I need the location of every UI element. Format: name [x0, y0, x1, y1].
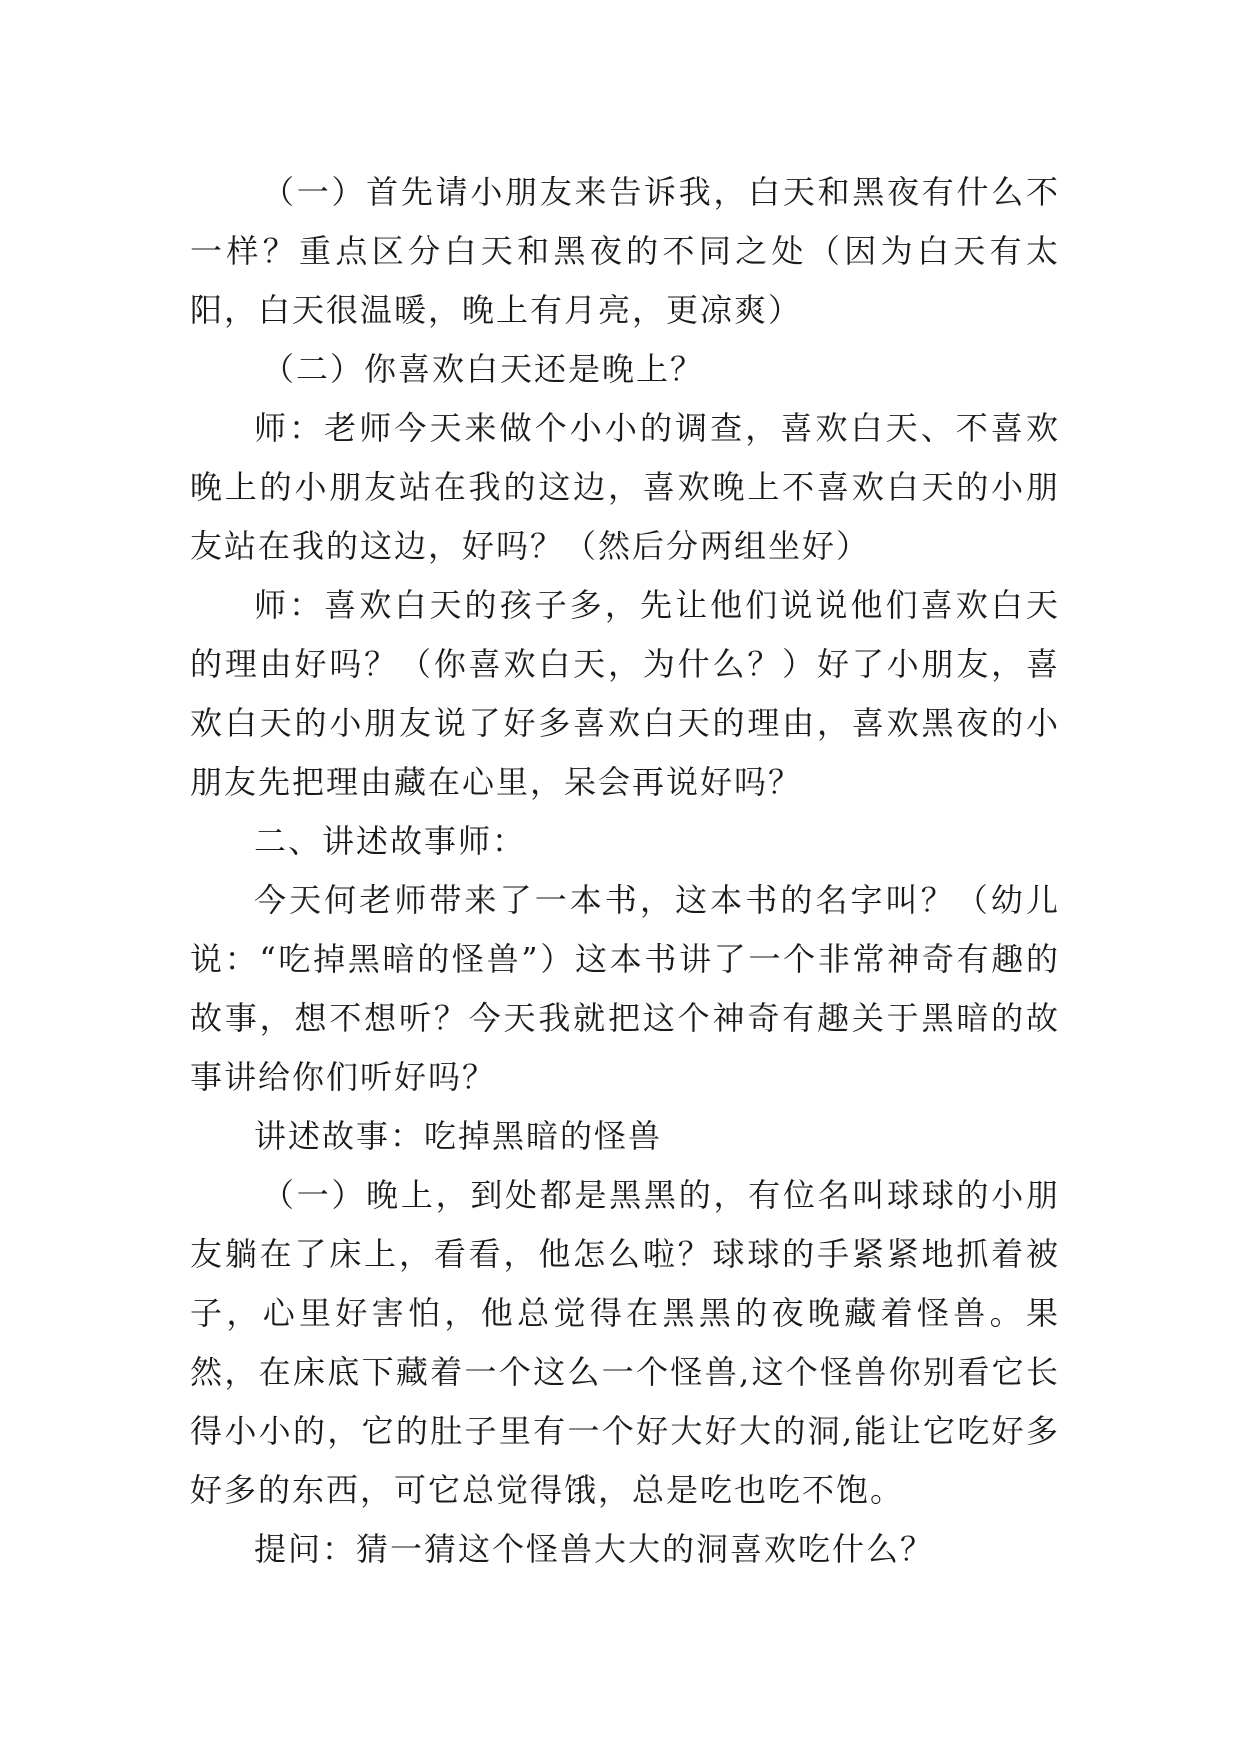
document-body — [190, 163, 1060, 1579]
question: 提问：猜一猜这个怪兽大大的洞喜欢吃什么？ — [254, 1530, 935, 1568]
paragraph-5: 今天何老师带来了一本书，这本书的名字叫？（幼儿说：“吃掉黑暗的怪兽”）这本书讲了一个非常神奇有趣的故事，想不想听？今天我就把这个神奇有趣关于黑暗的故事讲给你们听好吗？ — [190, 881, 1060, 1096]
paragraph-2: （二）你喜欢白天还是晚上？ — [262, 350, 705, 388]
paragraph-6: （一）晚上，到处都是黑黑的，有位名叫球球的小朋友躺在了床上，看看，他怎么啦？球球的手紧紧地抓着被子，心里好害怕，他总觉得在黑黑的夜晚藏着怪兽。果然，在床底下藏着一个这么一个怪兽,这个怪兽你别看它长得小小的，它的肚子里有一个好大好大的洞,能让它吃好多好多的东西，可它总觉得饿，总是吃也吃不饱。 — [190, 1176, 1060, 1509]
section-heading: 二、讲述故事师： — [254, 822, 527, 860]
paragraph-4: 师：喜欢白天的孩子多，先让他们说说他们喜欢白天的理由好吗？（你喜欢白天，为什么？）好了小朋友，喜欢白天的小朋友说了好多喜欢白天的理由，喜欢黑夜的小朋友先把理由藏在心里，呆会再说好吗？ — [190, 586, 1060, 801]
story-title: 讲述故事：吃掉黑暗的怪兽 — [254, 1117, 663, 1155]
paragraph-3: 师：老师今天来做个小小的调查，喜欢白天、不喜欢晚上的小朋友站在我的这边，喜欢晚上不喜欢白天的小朋友站在我的这边，好吗？（然后分两组坐好） — [190, 409, 1060, 565]
paragraph-1: （一）首先请小朋友来告诉我，白天和黑夜有什么不一样？重点区分白天和黑夜的不同之处（因为白天有太阳，白天很温暖，晚上有月亮，更凉爽） — [190, 173, 1060, 329]
